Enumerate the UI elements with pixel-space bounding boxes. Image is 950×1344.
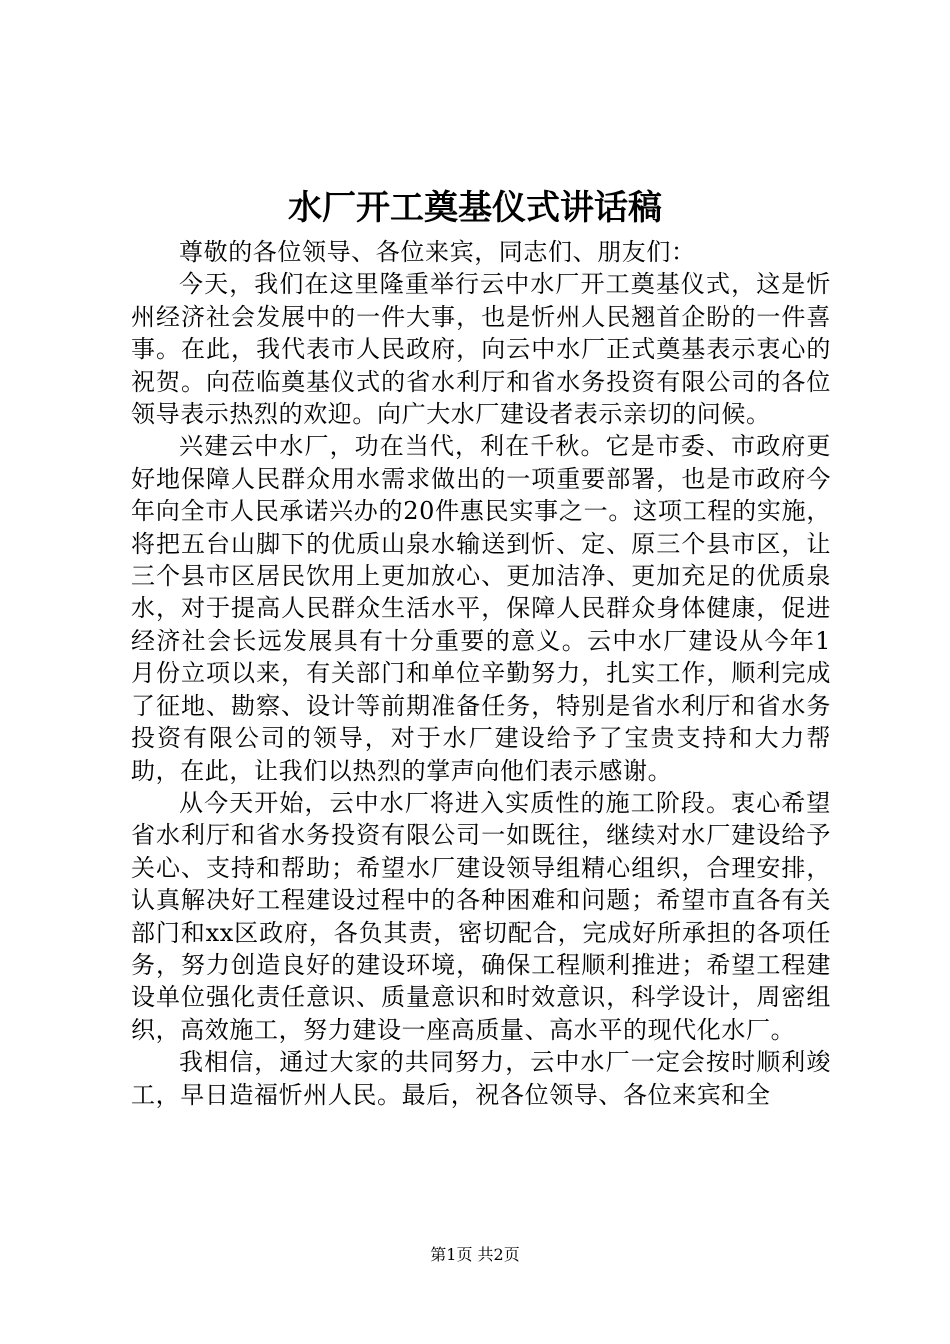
document-body	[131, 236, 831, 1111]
paragraph-1: 今天，我们在这里隆重举行云中水厂开工奠基仪式，这是忻州经济社会发展中的一件大事，也是忻州人民翘首企盼的一件喜事。在此，我代表市人民政府，向云中水厂正式奠基表示衷心的祝贺。向莅临奠基仪式的省水利厅和省水务投资有限公司的各位领导表示热烈的欢迎。向广大水厂建设者表示亲切的问候。	[131, 270, 831, 429]
page-number-footer: 第1页 共2页	[430, 1245, 520, 1264]
paragraph-3: 从今天开始，云中水厂将进入实质性的施工阶段。衷心希望省水利厅和省水务投资有限公司一如既往，继续对水厂建设给予关心、支持和帮助；希望水厂建设领导组精心组织，合理安排，认真解决好工程建设过程中的各种困难和问题；希望市直各有关部门和xx区政府，各负其责，密切配合，完成好所承担的各项任务，努力创造良好的建设环境，确保工程顺利推进；希望工程建设单位强化责任意识、质量意识和时效意识，科学设计，周密组织，高效施工，努力建设一座高质量、高水平的现代化水厂。	[131, 788, 831, 1044]
document-title: 水厂开工奠基仪式讲话稿	[288, 188, 662, 228]
salutation: 尊敬的各位领导、各位来宾，同志们、朋友们：	[179, 238, 696, 266]
paragraph-4: 我相信，通过大家的共同努力，云中水厂一定会按时顺利竣工，早日造福忻州人民。最后，祝各位领导、各位来宾和全	[131, 1048, 831, 1109]
paragraph-2: 兴建云中水厂，功在当代，利在千秋。它是市委、市政府更好地保障人民群众用水需求做出的一项重要部署，也是市政府今年向全市人民承诺兴办的20件惠民实事之一。这项工程的实施，将把五台山脚下的优质山泉水输送到忻、定、原三个县市区，让三个县市区居民饮用上更加放心、更加洁净、更加充足的优质泉水，对于提高人民群众生活水平，保障人民群众身体健康，促进经济社会长远发展具有十分重要的意义。云中水厂建设从今年1月份立项以来，有关部门和单位辛勤努力，扎实工作，顺利完成了征地、勘察、设计等前期准备任务，特别是省水利厅和省水务投资有限公司的领导，对于水厂建设给予了宝贵支持和大力帮助，在此，让我们以热烈的掌声向他们表示感谢。	[131, 432, 831, 785]
